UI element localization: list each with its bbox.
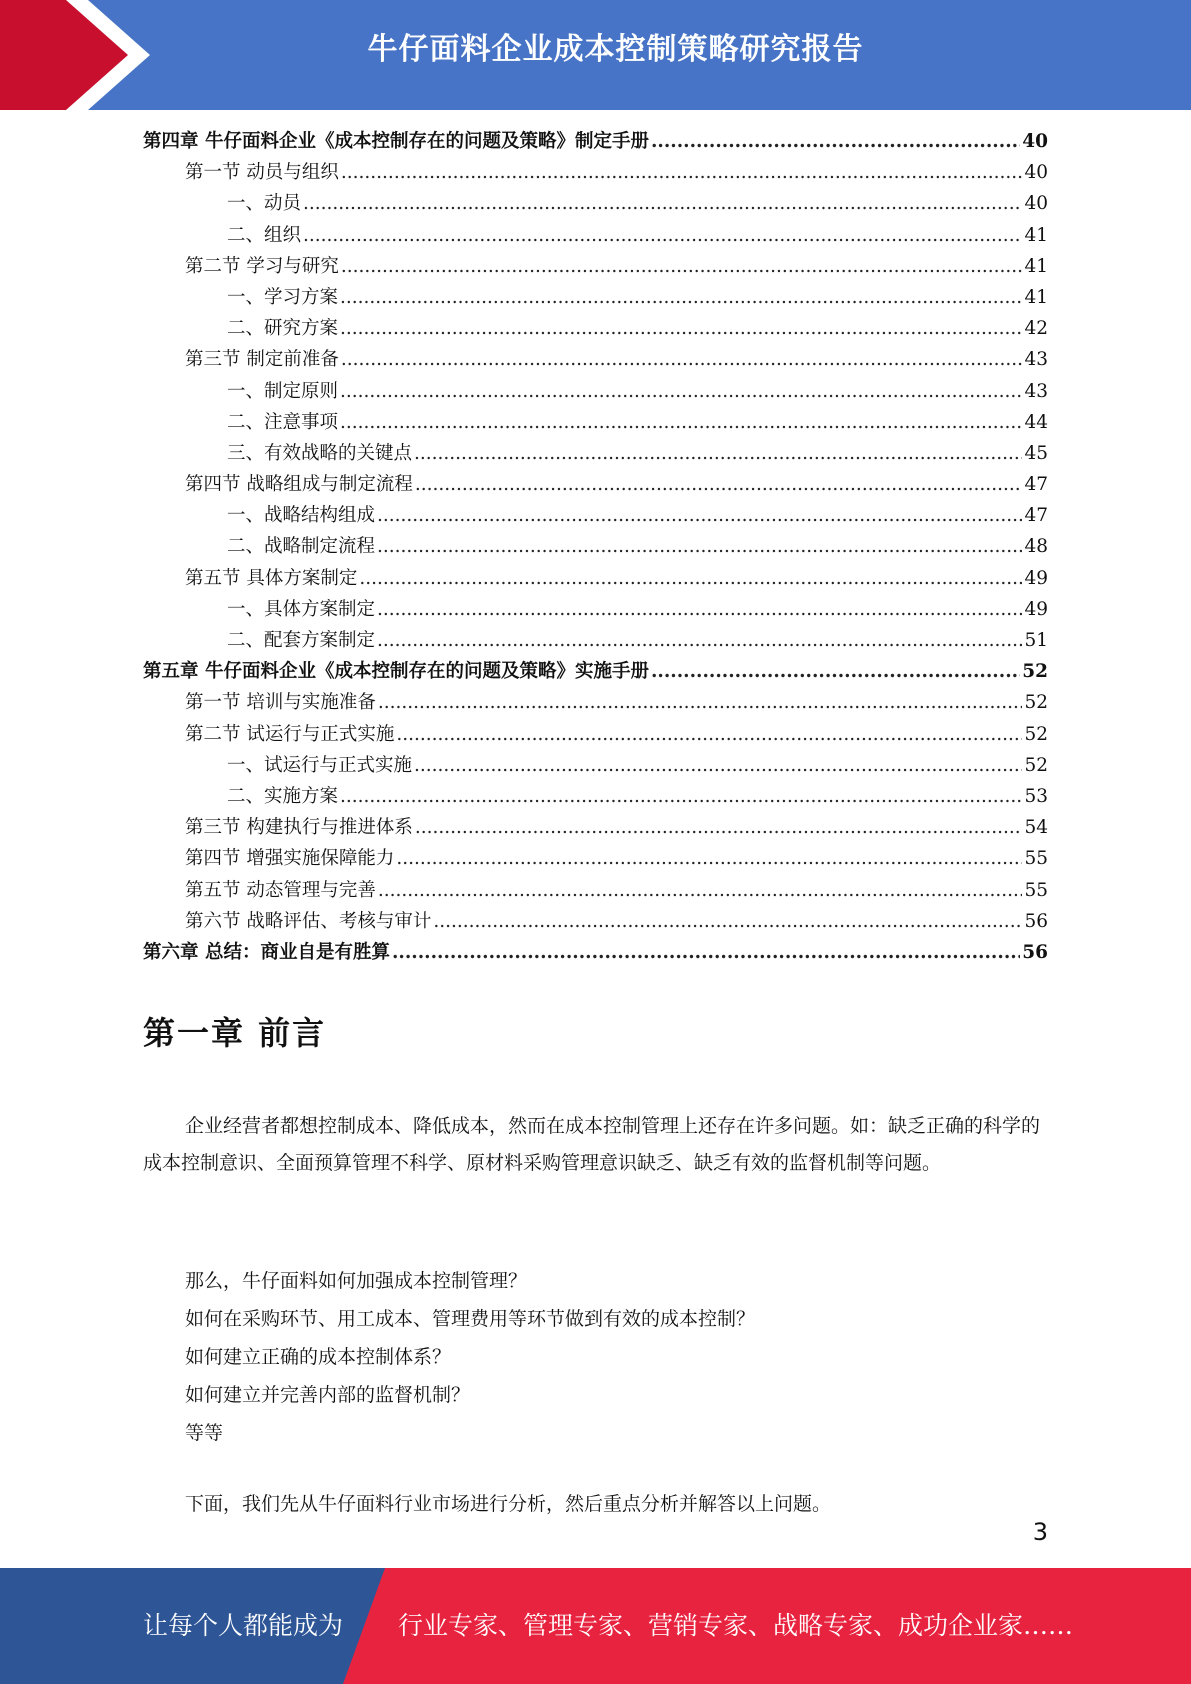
toc-entry-title: 第四节 增强实施保障能力 <box>185 848 395 870</box>
toc-entry-page: 41 <box>1024 286 1048 308</box>
toc-leader-dots <box>341 349 1023 370</box>
toc-entry-title: 二、注意事项 <box>227 411 339 433</box>
closing-paragraph: 下面，我们先从牛仔面料行业市场进行分析，然后重点分析并解答以上问题。 <box>185 1493 832 1515</box>
toc-entry[interactable] <box>143 938 1048 969</box>
toc-leader-dots <box>341 256 1023 277</box>
page-header <box>0 0 1191 110</box>
toc-leader-dots <box>396 724 1022 745</box>
toc-entry-title: 二、实施方案 <box>227 785 339 807</box>
toc-entry-page: 52 <box>1024 692 1048 714</box>
question-item: 如何建立并完善内部的监督机制？ <box>185 1384 471 1406</box>
toc-entry-page: 52 <box>1022 661 1048 683</box>
toc-entry[interactable] <box>143 876 1048 907</box>
toc-leader-dots <box>303 193 1022 214</box>
toc-entry[interactable] <box>143 501 1048 532</box>
toc-entry[interactable] <box>143 844 1048 875</box>
toc-entry-title: 第二节 试运行与正式实施 <box>185 723 395 745</box>
toc-entry-page: 43 <box>1024 349 1048 371</box>
toc-leader-dots <box>340 381 1022 402</box>
toc-leader-dots <box>433 911 1022 932</box>
toc-entry[interactable] <box>143 688 1048 719</box>
toc-entry-page: 52 <box>1024 754 1048 776</box>
toc-entry-page: 49 <box>1024 598 1048 620</box>
toc-entry-title: 三、有效战略的关键点 <box>227 442 413 464</box>
toc-entry[interactable] <box>143 595 1048 626</box>
toc-entry-title: 第五章 牛仔面料企业《成本控制存在的问题及策略》实施手册 <box>143 661 649 683</box>
footer-slogan-right: 行业专家、管理专家、营销专家、战略专家、成功企业家…… <box>398 1611 1074 1640</box>
question-item: 那么，牛仔面料如何加强成本控制管理？ <box>185 1270 528 1292</box>
toc-leader-dots <box>651 131 1020 152</box>
toc-entry-title: 第四章 牛仔面料企业《成本控制存在的问题及策略》制定手册 <box>143 131 649 152</box>
toc-entry-title: 一、战略结构组成 <box>227 505 376 527</box>
toc-entry[interactable] <box>143 221 1048 252</box>
toc-entry[interactable] <box>143 408 1048 439</box>
toc-leader-dots <box>415 817 1023 838</box>
toc-entry-page: 40 <box>1022 131 1048 152</box>
toc-leader-dots <box>340 412 1022 433</box>
toc-entry[interactable] <box>143 252 1048 283</box>
toc-entry-page: 54 <box>1024 817 1048 839</box>
toc-leader-dots <box>303 225 1022 246</box>
toc-entry-page: 53 <box>1024 785 1048 807</box>
page-number: 3 <box>1032 1518 1048 1546</box>
page-footer <box>0 1568 1191 1684</box>
toc-entry-page: 48 <box>1024 536 1048 558</box>
toc-entry[interactable] <box>143 564 1048 595</box>
toc-entry-title: 一、制定原则 <box>227 380 339 402</box>
question-item: 如何在采购环节、用工成本、管理费用等环节做到有效的成本控制？ <box>185 1308 756 1330</box>
table-of-contents <box>143 127 1048 969</box>
toc-entry-page: 55 <box>1024 848 1048 870</box>
toc-entry-title: 第六章 总结：商业自是有胜算 <box>143 941 390 963</box>
toc-leader-dots <box>340 287 1022 308</box>
toc-leader-dots <box>651 661 1020 682</box>
report-title: 牛仔面料企业成本控制策略研究报告 <box>367 32 864 67</box>
toc-entry[interactable] <box>143 751 1048 782</box>
toc-entry[interactable] <box>143 782 1048 813</box>
toc-entry-title: 二、组织 <box>227 224 302 246</box>
toc-entry-title: 第三节 构建执行与推进体系 <box>185 817 413 839</box>
toc-entry-page: 49 <box>1024 567 1048 589</box>
toc-entry-title: 第五节 动态管理与完善 <box>185 879 376 901</box>
toc-entry-title: 一、试运行与正式实施 <box>227 754 413 776</box>
toc-entry[interactable] <box>143 314 1048 345</box>
toc-entry[interactable] <box>143 189 1048 220</box>
question-list <box>185 1262 755 1452</box>
toc-entry-title: 一、学习方案 <box>227 286 339 308</box>
toc-leader-dots <box>414 755 1022 776</box>
intro-paragraph: 企业经营者都想控制成本、降低成本，然而在成本控制管理上还存在许多问题。如：缺乏正确的科学的成本控制意识、全面预算管理不科学、原材料采购管理意识缺乏、缺乏有效的监督机制等问题。 <box>143 1115 1041 1174</box>
toc-leader-dots <box>415 474 1023 495</box>
toc-entry-page: 41 <box>1024 224 1048 246</box>
toc-entry-page: 51 <box>1024 630 1048 651</box>
toc-entry-title: 二、战略制定流程 <box>227 536 376 558</box>
toc-entry-page: 52 <box>1024 723 1048 745</box>
chapter-title: 第一章 前言 <box>143 1014 327 1052</box>
toc-leader-dots <box>378 692 1023 713</box>
toc-entry[interactable] <box>143 720 1048 751</box>
footer-slogan-left: 让每个人都能成为 <box>143 1611 344 1640</box>
toc-entry-title: 二、配套方案制定 <box>227 630 376 651</box>
toc-leader-dots <box>414 443 1022 464</box>
toc-entry-page: 56 <box>1024 910 1048 932</box>
toc-entry-title: 第一节 培训与实施准备 <box>185 692 376 714</box>
toc-entry[interactable] <box>143 158 1048 189</box>
toc-entry-title: 第二节 学习与研究 <box>185 255 339 277</box>
toc-entry[interactable] <box>143 345 1048 376</box>
toc-entry[interactable] <box>143 626 1048 657</box>
toc-entry-title: 第五节 具体方案制定 <box>185 567 358 589</box>
toc-entry-page: 42 <box>1024 318 1048 340</box>
toc-entry-title: 一、具体方案制定 <box>227 598 376 620</box>
toc-leader-dots <box>377 599 1022 620</box>
toc-entry-page: 45 <box>1024 442 1048 464</box>
toc-entry-title: 第六节 战略评估、考核与审计 <box>185 910 432 932</box>
toc-entry[interactable] <box>143 813 1048 844</box>
toc-leader-dots <box>396 848 1022 869</box>
toc-entry-title: 一、动员 <box>227 193 302 215</box>
toc-entry[interactable] <box>143 127 1048 158</box>
toc-leader-dots <box>359 568 1022 589</box>
toc-entry-page: 40 <box>1024 162 1048 184</box>
toc-leader-dots <box>377 630 1022 651</box>
toc-entry[interactable] <box>143 439 1048 470</box>
question-item: 等等 <box>185 1422 224 1444</box>
toc-leader-dots <box>377 505 1022 526</box>
toc-leader-dots <box>340 786 1022 807</box>
toc-entry-title: 二、研究方案 <box>227 318 339 340</box>
toc-entry[interactable] <box>143 532 1048 563</box>
toc-entry-page: 55 <box>1024 879 1048 901</box>
toc-entry[interactable] <box>143 377 1048 408</box>
toc-leader-dots <box>341 162 1023 183</box>
toc-entry-page: 47 <box>1024 505 1048 527</box>
toc-leader-dots <box>340 318 1022 339</box>
toc-leader-dots <box>378 880 1023 901</box>
toc-entry-title: 第一节 动员与组织 <box>185 162 339 184</box>
toc-entry-page: 56 <box>1022 941 1048 963</box>
toc-entry-page: 47 <box>1024 474 1048 496</box>
toc-entry[interactable] <box>143 907 1048 938</box>
toc-leader-dots <box>377 536 1022 557</box>
toc-entry-title: 第三节 制定前准备 <box>185 349 339 371</box>
toc-entry-page: 41 <box>1024 255 1048 277</box>
toc-entry[interactable] <box>143 283 1048 314</box>
toc-entry-page: 44 <box>1024 411 1048 433</box>
question-item: 如何建立正确的成本控制体系？ <box>185 1346 452 1368</box>
toc-entry-title: 第四节 战略组成与制定流程 <box>185 474 413 496</box>
toc-leader-dots <box>392 942 1020 963</box>
toc-entry-page: 43 <box>1024 380 1048 402</box>
toc-entry-page: 40 <box>1024 193 1048 215</box>
toc-entry[interactable] <box>143 470 1048 501</box>
toc-entry[interactable] <box>143 657 1048 688</box>
